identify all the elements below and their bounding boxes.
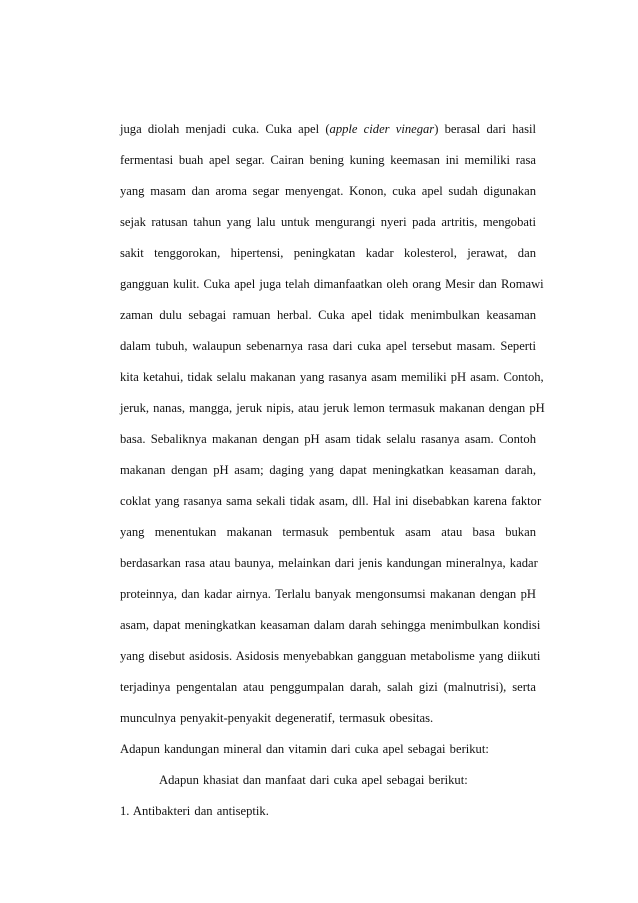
body-line-18: yang disebut asidosis. Asidosis menyebabkan gangguan metabolisme yang diikuti — [120, 649, 541, 663]
body-line-10: jeruk, nanas, mangga, jeruk nipis, atau jeruk lemon termasuk makanan dengan pH — [120, 401, 545, 415]
body-line-15: berdasarkan rasa atau baunya, melainkan dari jenis kandungan mineralnya, kadar — [120, 556, 538, 570]
body-line-9: kita ketahui, tidak selalu makanan yang rasanya asam memiliki pH asam. Contoh, — [120, 370, 544, 384]
body-line-6: gangguan kulit. Cuka apel juga telah dimanfaatkan oleh orang Mesir dan Romawi — [120, 277, 544, 291]
body-line-4: sejak ratusan tahun yang lalu untuk mengurangi nyeri pada artritis, mengobati — [120, 215, 536, 229]
list-item-1: 1. Antibakteri dan antiseptik. — [120, 804, 269, 818]
body-line-2: fermentasi buah apel segar. Cairan bening kuning keemasan ini memiliki rasa — [120, 153, 536, 167]
body-line-16: proteinnya, dan kadar airnya. Terlalu banyak mengonsumsi makanan dengan pH — [120, 587, 536, 601]
body-line-20: munculnya penyakit-penyakit degeneratif, termasuk obesitas. — [120, 711, 434, 725]
italic-term: apple cider vinegar — [329, 122, 435, 136]
body-line-17: asam, dapat meningkatkan keasaman dalam darah sehingga menimbulkan kondisi — [120, 618, 541, 632]
body-line-12: makanan dengan pH asam; daging yang dapat meningkatkan keasaman darah, — [120, 463, 536, 477]
body-line-3: yang masam dan aroma segar menyengat. Konon, cuka apel sudah digunakan — [120, 184, 536, 198]
body-line-11: basa. Sebaliknya makanan dengan pH asam tidak selalu rasanya asam. Contoh — [120, 432, 536, 446]
khasiat-line: Adapun khasiat dan manfaat dari cuka apel sebagai berikut: — [159, 773, 468, 787]
body-line-13: coklat yang rasanya sama sekali tidak asam, dll. Hal ini disebabkan karena faktor — [120, 494, 542, 508]
body-line-5: sakit tenggorokan, hipertensi, peningkatan kadar kolesterol, jerawat, dan — [120, 246, 536, 260]
body-line-8: dalam tubuh, walaupun sebenarnya rasa dari cuka apel tersebut masam. Seperti — [120, 339, 536, 353]
body-line-1: juga diolah menjadi cuka. Cuka apel (apple cider vinegar) berasal dari hasil — [120, 122, 536, 136]
body-line-7: zaman dulu sebagai ramuan herbal. Cuka apel tidak menimbulkan keasaman — [120, 308, 536, 322]
kandungan-line: Adapun kandungan mineral dan vitamin dari cuka apel sebagai berikut: — [120, 742, 489, 756]
body-line-14: yang menentukan makanan termasuk pembentuk asam atau basa bukan — [120, 525, 536, 539]
body-line-19: terjadinya pengentalan atau penggumpalan darah, salah gizi (malnutrisi), serta — [120, 680, 536, 694]
